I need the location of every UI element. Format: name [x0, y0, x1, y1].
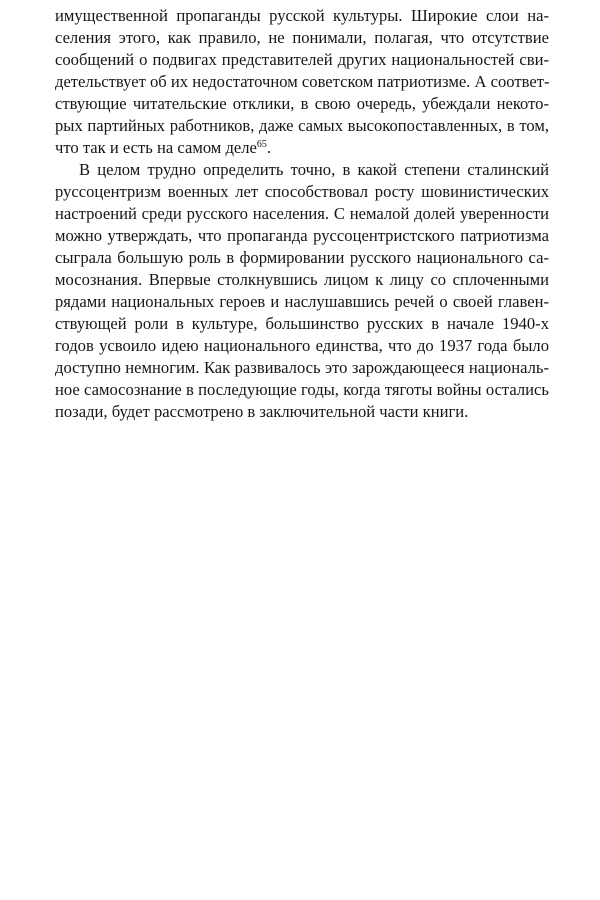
text-line: рых партийных работников, даже самых высокопоставленных, в том,: [55, 116, 549, 135]
text-line-last: позади, будет рассмотрено в заключительной части книги.: [55, 402, 469, 421]
text-line: настроений среди русского населения. С немалой долей уверенности: [55, 204, 549, 223]
text-line-content: что так и есть на самом деле: [55, 138, 257, 157]
text-line: ное самосознание в последующие годы, когда тяготы войны остались: [55, 380, 549, 399]
text-line: детельствует об их недостаточном советском патриотизме. А соответ-: [55, 72, 550, 91]
final-punctuation: .: [266, 138, 272, 157]
text-line-first: В целом трудно определить точно, в какой степени сталинский: [79, 160, 549, 179]
text-line-last: [55, 137, 549, 159]
text-line: ствующие читательские отклики, в свою очередь, убеждали некото-: [55, 94, 549, 113]
text-line: годов усвоило идею национального единства, что до 1937 года было: [55, 336, 549, 355]
text-line: имущественной пропаганды русской культуры. Широкие слои на-: [55, 6, 549, 25]
text-line: сыграла большую роль в формировании русского национального са-: [55, 248, 549, 267]
text-line: мосознания. Впервые столкнувшись лицом к лицу со сплоченными: [55, 270, 549, 289]
text-line: руссоцентризм военных лет способствовал росту шовинистических: [55, 182, 549, 201]
text-line: ствующей роли в культуре, большинство русских в начале 1940-х: [55, 314, 549, 333]
text-line: можно утверждать, что пропаганда руссоцентристского патриотизма: [55, 226, 549, 245]
text-line: рядами национальных героев и наслушавшись речей о своей главен-: [55, 292, 549, 311]
text-line: селения этого, как правило, не понимали, полагая, что отсутствие: [55, 28, 549, 47]
text-line: сообщений о подвигах представителей других национальностей сви-: [55, 50, 549, 69]
book-page-text: [55, 5, 549, 423]
paragraph-2: [55, 159, 549, 423]
footnote-reference: 65: [256, 139, 267, 150]
paragraph-1: [55, 5, 549, 159]
text-line: доступно немногим. Как развивалось это зарождающееся националь-: [55, 358, 549, 377]
